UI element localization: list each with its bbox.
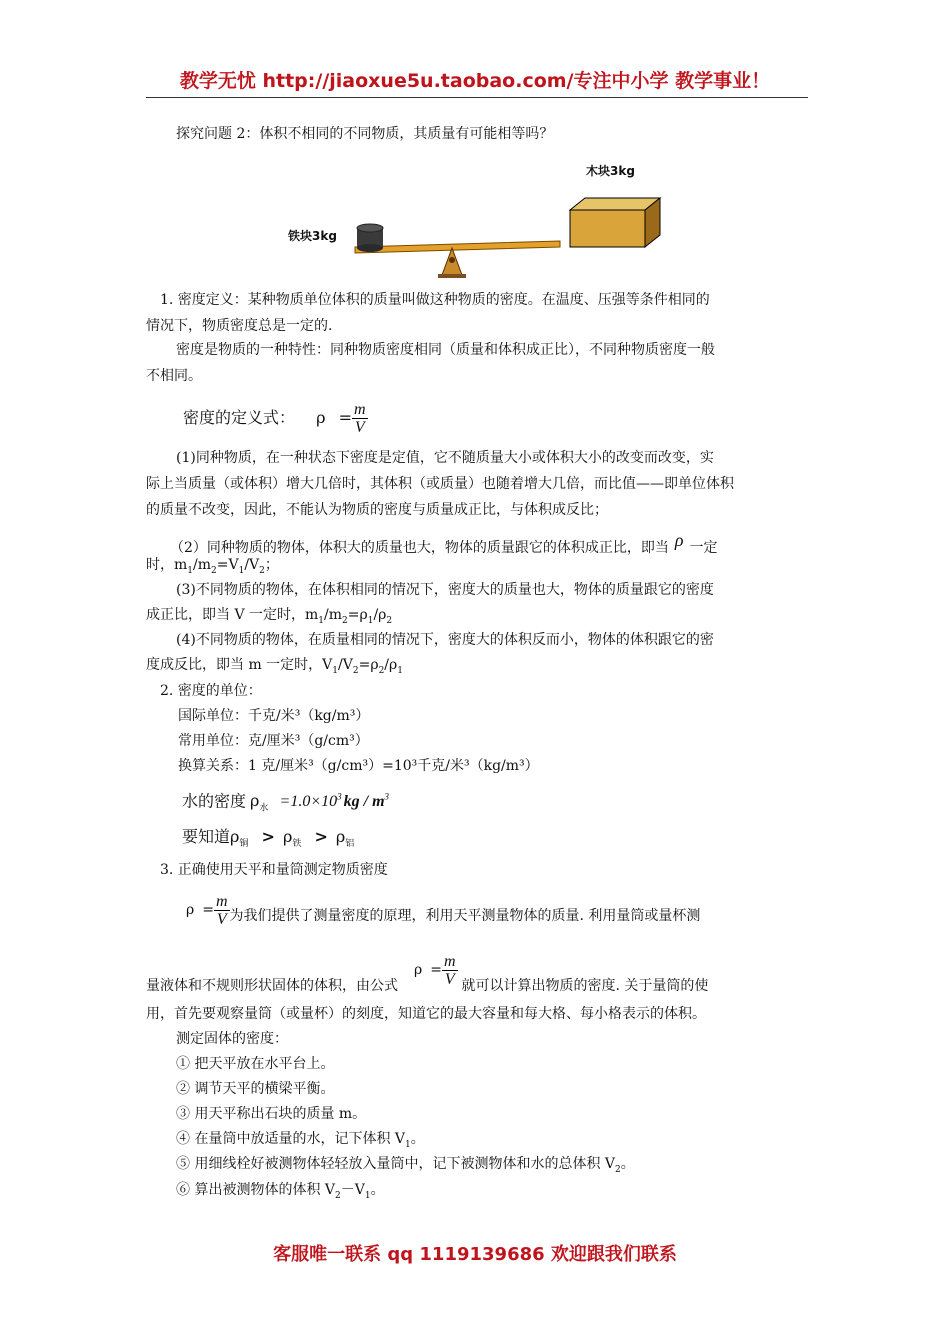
unit-common: 常用单位：克/厘米³（g/cm³） <box>178 733 369 749</box>
density-property-2: 不相同。 <box>146 368 202 384</box>
case-4-line-2: 度成反比，即当 m 一定时，$V_1/V_2=\rho_2/\rho_1$ <box>146 657 403 676</box>
case-1-line-3: 的质量不改变，因此，不能认为物质的密度与质量成正比，与体积成反比； <box>146 502 608 518</box>
page-footer: 客服唯一联系 qq 1119139686 欢迎跟我们联系 <box>273 1244 677 1265</box>
rho-symbol: ρ <box>316 408 326 427</box>
step-1: ① 把天平放在水平台上。 <box>176 1056 335 1072</box>
case-2-line-2: 时，$m_1/m_2=V_1/V_2$； <box>146 557 279 576</box>
case-3-line-2: 成正比，即当 V 一定时，$m_1/m_2=\rho_1/\rho_2$ <box>146 607 393 626</box>
wood-label: 木块3kg <box>586 164 635 178</box>
case-1-line-1: (1)同种物质，在一种状态下密度是定值，它不随质量大小或体积大小的改变而改变，实 <box>176 450 714 466</box>
section-3-title: 3. 正确使用天平和量筒测定物质密度 <box>160 862 388 878</box>
unit-si: 国际单位：千克/米³（kg/m³） <box>178 708 370 724</box>
solid-density-title: 测定固体的密度： <box>176 1031 288 1047</box>
equals: = <box>338 408 353 427</box>
step-5: ⑤ 用细线栓好被测物体轻轻放入量筒中，记下被测物体和水的总体积 $V_2$。 <box>176 1156 635 1175</box>
iron-label: 铁块3kg <box>288 229 337 243</box>
section-2-title: 2. 密度的单位： <box>160 683 262 699</box>
density-property-1: 密度是物质的一种特性：同种物质密度相同（质量和体积成正比），不同种物质密度一般 <box>176 342 715 358</box>
step-3: ③ 用天平称出石块的质量 m。 <box>176 1106 367 1122</box>
measure-line-1: ρ = $\frac{m}{V}$ 为我们提供了测量密度的原理，利用天平测量物体的质量. 利用量筒或量杯测 <box>186 892 701 928</box>
step-6: ⑥ 算出被测物体的体积 $V_2-V_1$。 <box>176 1182 385 1201</box>
measure-line-2: 量液体和不规则形状固体的体积，由公式ρ = $\frac{m}{V}$ 就可以计算出物质的密度. 关于量筒的使 <box>146 952 709 994</box>
case-1-line-2: 际上当质量（或体积）增大几倍时，其体积（或质量）也随着增大几倍，而比值——即单位体积 <box>146 476 734 492</box>
definition-formula <box>183 398 368 438</box>
measure-line-3: 用，首先要观察量筒（或量杯）的刻度，知道它的最大容量和每大格、每小格表示的体积。 <box>146 1006 706 1022</box>
m-over-v: $\frac{m}{V}$ <box>354 401 366 436</box>
step-4: ④ 在量筒中放适量的水，记下体积 $V_1$。 <box>176 1131 425 1150</box>
density-order: 要知道$\rho_铜 > \rho_铁 > \rho_铝$ <box>182 827 355 850</box>
rho-symbol-italic: ρ <box>674 530 684 550</box>
case-2-line-1: （2）同种物质的物体，体积大的质量也大，物体的质量跟它的体积成正比，即当 ρ 一定 <box>170 530 718 556</box>
unit-conversion: 换算关系：1 克/厘米³（g/cm³）=10³千克/米³（kg/m³） <box>178 758 539 774</box>
page-header: 教学无忧 http://jiaoxue5u.taobao.com/专注中小学 教学事业！ <box>179 70 771 92</box>
step-2: ② 调节天平的横梁平衡。 <box>176 1081 335 1097</box>
question-2: 探究问题 2：体积不相同的不同物质，其质量有可能相等吗？ <box>176 126 554 142</box>
water-density: 水的密度 $\rho_水 =1.0\times 10^3$ kg / $m^3$ <box>182 791 390 814</box>
case-4-line-1: (4)不同物质的物体，在质量相同的情况下，密度大的体积反而小，物体的体积跟它的密 <box>176 632 714 648</box>
case-3-line-1: (3)不同物质的物体，在体积相同的情况下，密度大的质量也大，物体的质量跟它的密度 <box>176 582 714 598</box>
formula-label: 密度的定义式： <box>183 408 296 427</box>
density-definition-1: 1. 密度定义：某种物质单位体积的质量叫做这种物质的密度。在温度、压强等条件相同的 <box>160 292 710 308</box>
density-definition-2: 情况下，物质密度总是一定的. <box>146 318 333 334</box>
